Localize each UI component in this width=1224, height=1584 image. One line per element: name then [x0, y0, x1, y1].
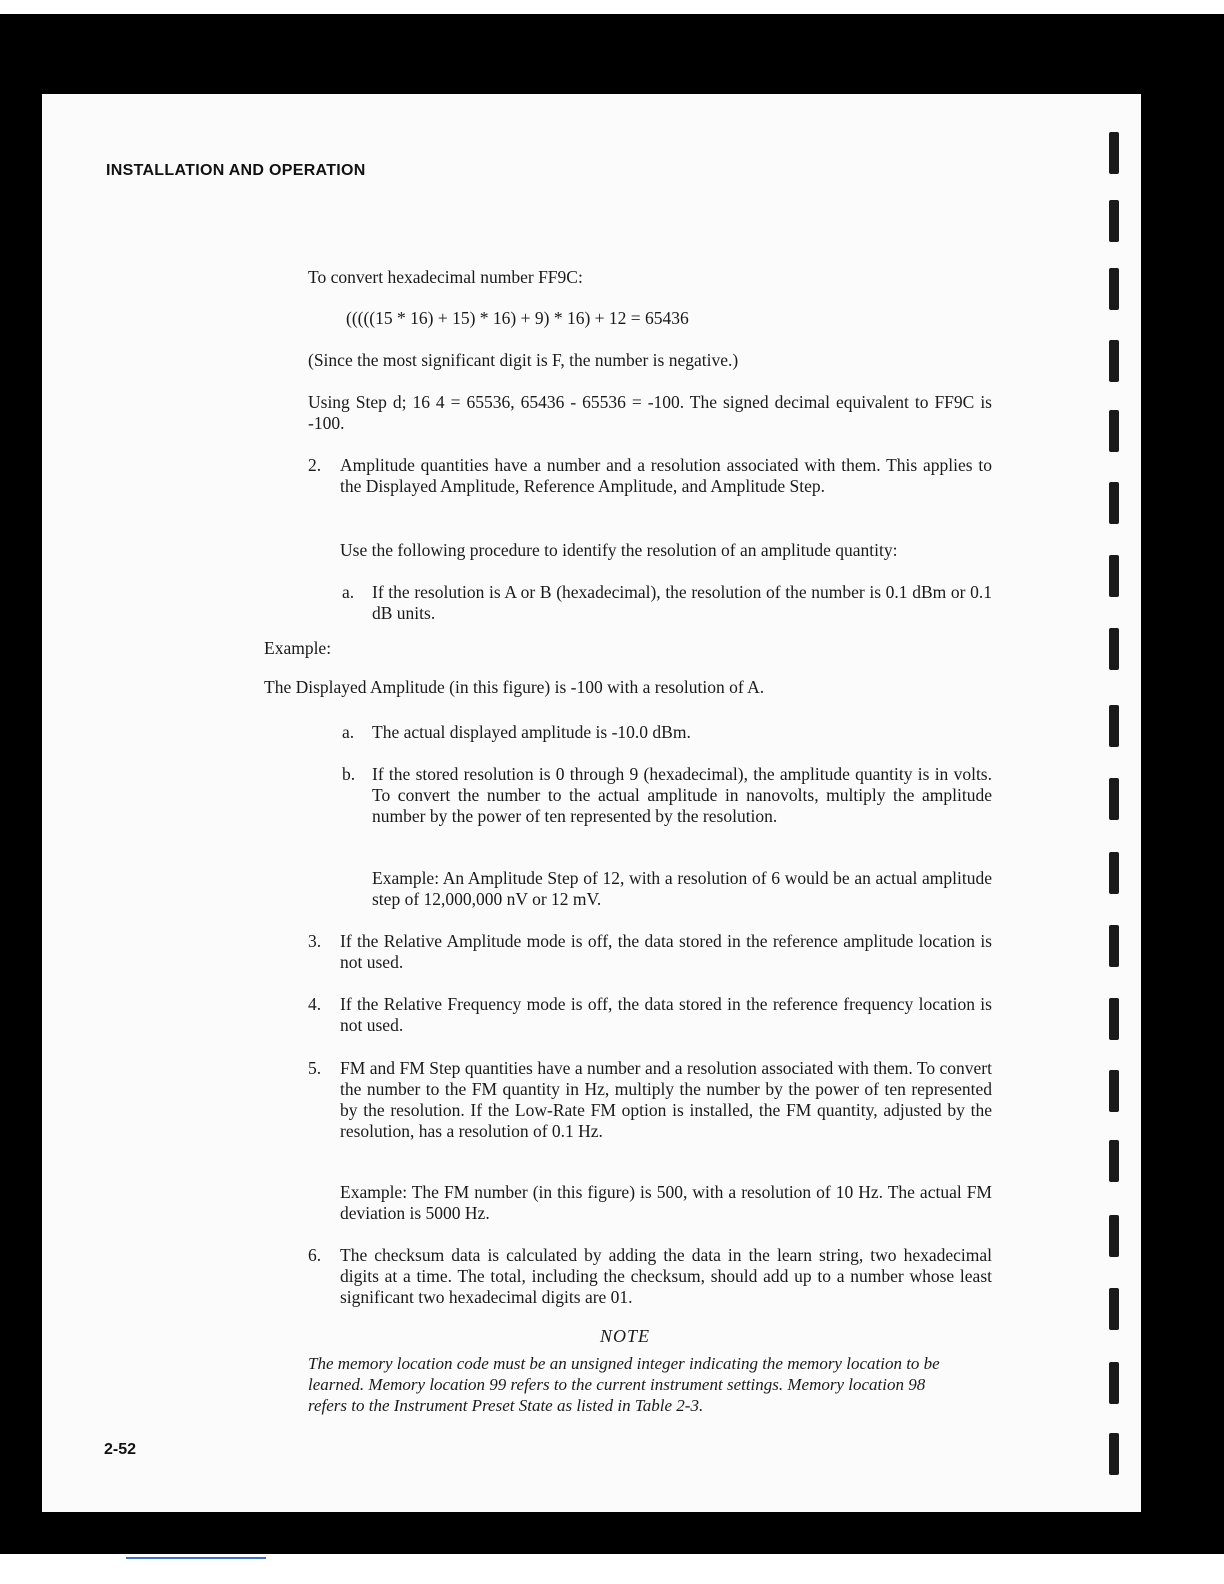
binding-mark	[1109, 482, 1119, 524]
intro-convert: To convert hexadecimal number FF9C:	[308, 267, 583, 287]
example-label: Example:	[264, 638, 332, 658]
item-4-text: If the Relative Frequency mode is off, the data stored in the reference frequency location is not used.	[340, 994, 992, 1035]
section-header: INSTALLATION AND OPERATION	[106, 162, 366, 179]
item-letter: a.	[342, 582, 355, 602]
item-5-text: FM and FM Step quantities have a number and a resolution associated with them. To convert the number to the FM quantity in Hz, multiply the number by the power of ten represented by the resolution. If the Low-Rate FM option is installed, the FM quantity, adjusted by the resolution, has a resolution of 0.1 Hz.	[340, 1058, 992, 1141]
binding-mark	[1109, 410, 1119, 452]
binding-mark	[1109, 340, 1119, 382]
binding-mark	[1109, 268, 1119, 310]
item-number: 4.	[308, 994, 322, 1014]
scan-border-bottom	[0, 1512, 1224, 1554]
item-letter: a.	[342, 722, 355, 742]
scan-edge-mark	[126, 1557, 266, 1559]
item-2-text: Amplitude quantities have a number and a resolution associated with them. This applies to the Displayed Amplitude, Reference Amplitude, and Amplitude Step.	[340, 455, 992, 496]
binding-mark	[1109, 705, 1119, 747]
binding-mark	[1109, 555, 1119, 597]
binding-mark	[1109, 1140, 1119, 1182]
item-2a-text: If the resolution is A or B (hexadecimal), the resolution of the number is 0.1 dBm or 0.1 dB units.	[372, 582, 992, 623]
binding-mark	[1109, 1362, 1119, 1404]
item-2-procedure: Use the following procedure to identify the resolution of an amplitude quantity:	[340, 540, 898, 560]
page-number: 2-52	[104, 1441, 137, 1458]
item-2b-example: Example: An Amplitude Step of 12, with a resolution of 6 would be an actual amplitude step of 12,000,000 nV or 12 mV.	[372, 868, 992, 909]
example-text: The Displayed Amplitude (in this figure) is -100 with a resolution of A.	[264, 677, 765, 697]
item-5-example: Example: The FM number (in this figure) is 500, with a resolution of 10 Hz. The actual FM deviation is 5000 Hz.	[340, 1182, 992, 1223]
binding-mark	[1109, 1070, 1119, 1112]
binding-mark	[1109, 998, 1119, 1040]
binding-mark	[1109, 132, 1119, 174]
item-letter: b.	[342, 764, 356, 784]
binding-mark	[1109, 1433, 1119, 1475]
scan-border-top	[0, 14, 1224, 94]
binding-mark	[1109, 628, 1119, 670]
binding-mark	[1109, 200, 1119, 242]
binding-mark	[1109, 852, 1119, 894]
binding-mark	[1109, 925, 1119, 967]
item-2a-actual: The actual displayed amplitude is -10.0 dBm.	[372, 722, 691, 742]
binding-mark	[1109, 778, 1119, 820]
item-number: 2.	[308, 455, 322, 475]
note-text: The memory location code must be an unsigned integer indicating the memory location to be learned. Memory location 99 refers to the current instrument settings. Memory location 98 refers to the Instrument Preset State as listed in Table 2-3.	[308, 1354, 940, 1415]
item-2b-text: If the stored resolution is 0 through 9 (hexadecimal), the amplitude quantity is in volts. To convert the number to the actual amplitude in nanovolts, multiply the amplitude number by the power of ten represented by the resolution.	[372, 764, 992, 826]
item-number: 5.	[308, 1058, 322, 1078]
since-note: (Since the most significant digit is F, the number is negative.)	[308, 350, 739, 370]
item-6-text: The checksum data is calculated by adding the data in the learn string, two hexadecimal digits at a time. The total, including the checksum, should add up to a number whose least significant two hexadecimal digits are 01.	[340, 1245, 992, 1307]
item-3-text: If the Relative Amplitude mode is off, the data stored in the reference amplitude location is not used.	[340, 931, 992, 972]
binding-mark	[1109, 1215, 1119, 1257]
note-title: NOTE	[600, 1326, 651, 1346]
binding-mark	[1109, 1288, 1119, 1330]
item-number: 6.	[308, 1245, 322, 1265]
scan-border-left	[0, 14, 42, 1554]
formula: (((((15 * 16) + 15) * 16) + 9) * 16) + 12 = 65436	[346, 308, 689, 328]
using-step-paragraph: Using Step d; 16 4 = 65536, 65436 - 65536 = -100. The signed decimal equivalent to FF9C is -100.	[308, 392, 992, 433]
item-number: 3.	[308, 931, 322, 951]
scan-border-right	[1141, 14, 1224, 1554]
